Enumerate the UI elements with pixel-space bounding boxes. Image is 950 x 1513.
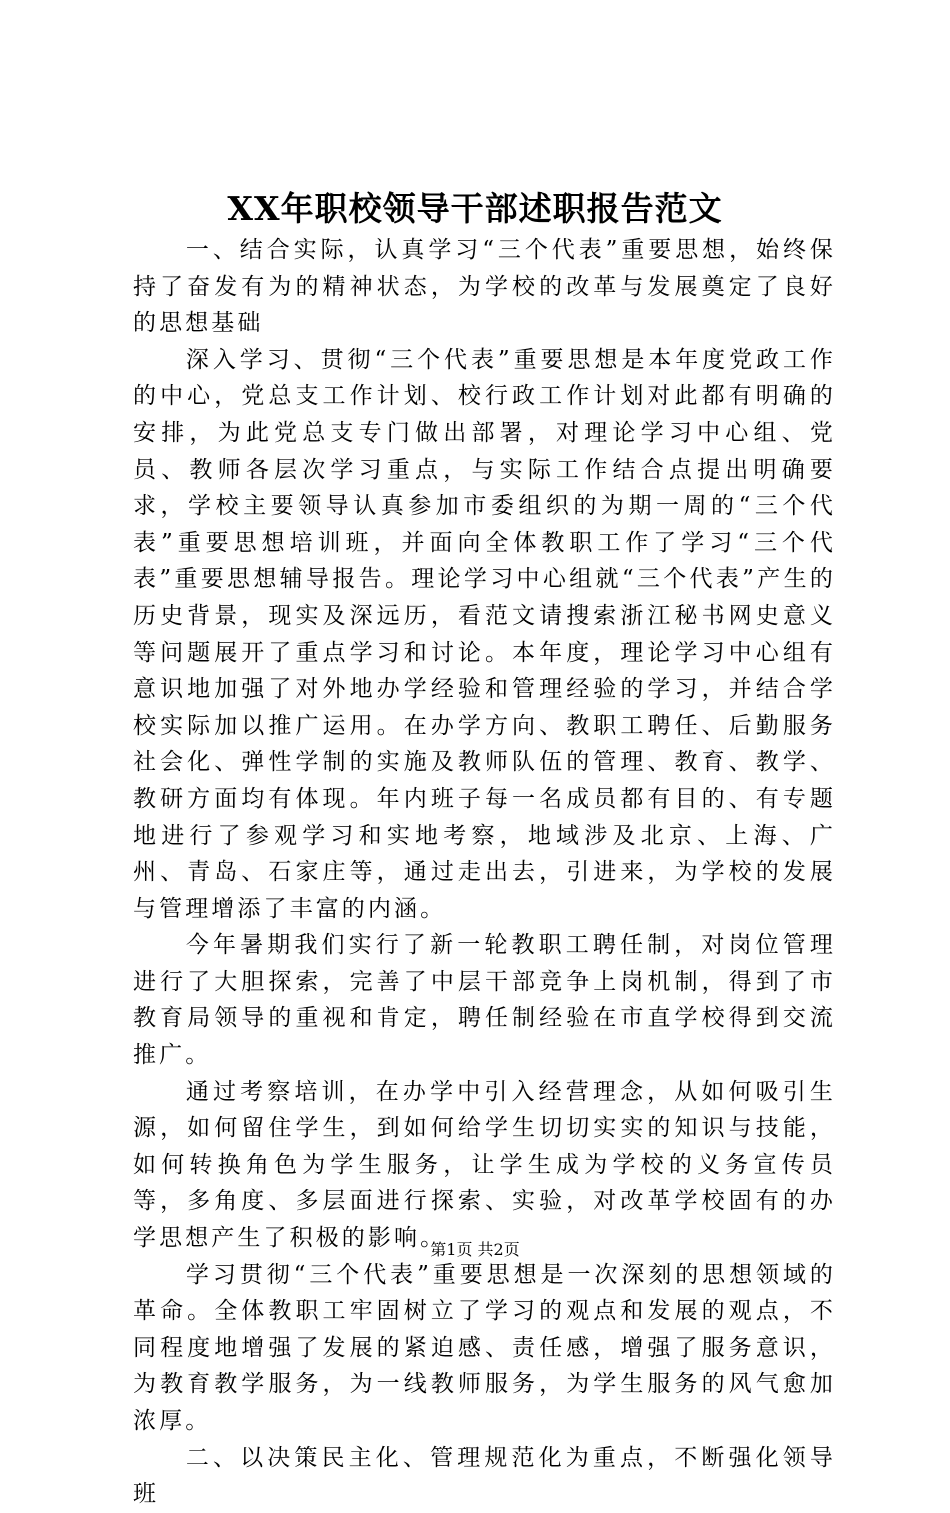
paragraph-section-two-heading: 二、以决策民主化、管理规范化为重点，不断强化领导班	[133, 1444, 836, 1508]
document-body	[133, 232, 836, 1513]
paragraph-staff-appointment: 今年暑期我们实行了新一轮教职工聘任制，对岗位管理进行了大胆探索，完善了中层干部竞争上岗机制，得到了市教育局领导的重视和肯定，聘任制经验在市直学校得到交流推广。	[133, 932, 836, 1069]
paragraph-section-one-heading: 一、结合实际，认真学习“三个代表”重要思想，始终保持了奋发有为的精神状态，为学校的改革与发展奠定了良好的思想基础	[133, 237, 836, 337]
paragraph-ideological-revolution: 学习贯彻“三个代表”重要思想是一次深刻的思想领域的革命。全体教职工牢固树立了学习的观点和发展的观点，不同程度地增强了发展的紧迫感、责任感，增强了服务意识，为教育教学服务，为一线教师服务，为学生服务的风气愈加浓厚。	[133, 1261, 836, 1434]
document-title: XX年职校领导干部述职报告范文	[227, 189, 723, 228]
paragraph-study-implementation: 深入学习、贯彻“三个代表”重要思想是本年度党政工作的中心，党总支工作计划、校行政工作计划对此都有明确的安排，为此党总支专门做出部署，对理论学习中心组、党员、教师各层次学习重点，与实际工作结合点提出明确要求，学校主要领导认真参加市委组织的为期一周的“三个代表”重要思想培训班，并面向全体教职工作了学习“三个代表”重要思想辅导报告。理论学习中心组就“三个代表”产生的历史背景，现实及深远历，看范文请搜索浙江秘书网史意义等问题展开了重点学习和讨论。本年度，理论学习中心组有意识地加强了对外地办学经验和管理经验的学习，并结合学校实际加以推广运用。在办学方向、教职工聘任、后勤服务社会化、弹性学制的实施及教师队伍的管理、教育、教学、教研方面均有体现。年内班子每一名成员都有目的、有专题地进行了参观学习和实地考察，地域涉及北京、上海、广州、青岛、石家庄等，通过走出去，引进来，为学校的发展与管理增添了丰富的内涵。	[133, 346, 836, 922]
paragraph-business-concept: 通过考察培训，在办学中引入经营理念，从如何吸引生源，如何留住学生，到如何给学生切切实实的知识与技能，如何转换角色为学生服务，让学生成为学校的义务宣传员等，多角度、多层面进行探索、实验，对改革学校固有的办学思想产生了积极的影响。	[133, 1078, 836, 1252]
page-footer: 第1页 共2页	[430, 1240, 520, 1259]
